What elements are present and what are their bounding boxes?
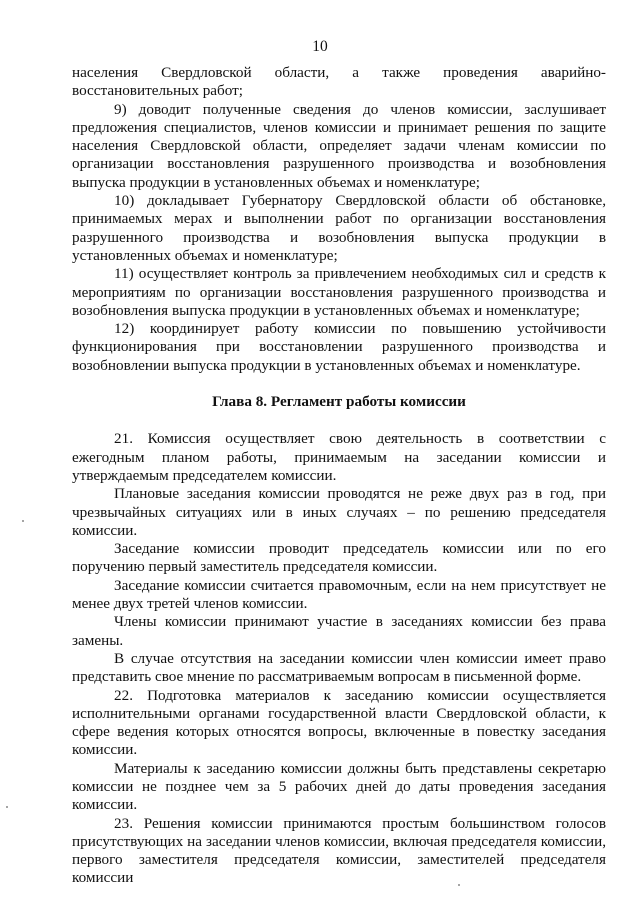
document-body (72, 64, 606, 888)
paragraph-materials-deadline: Материалы к заседанию комиссии должны быть представлены секретарю комиссии не позднее чем за 5 рабочих дней до даты проведения заседания комиссии. (72, 759, 606, 814)
scan-speck (22, 520, 24, 522)
paragraph-meeting-chair: Заседание комиссии проводит председатель комиссии или по его поручению первый заместитель председателя комиссии. (72, 540, 606, 576)
page-number: 10 (312, 38, 328, 55)
scan-speck (458, 884, 460, 886)
paragraph-23: 23. Решения комиссии принимаются простым большинством голосов присутствующих на заседании членов комиссии, включая председателя комиссии, первого заместителя председателя комиссии, заместителей председателя комиссии (72, 814, 606, 887)
chapter-heading: Глава 8. Регламент работы комиссии (212, 393, 466, 411)
paragraph-continuation: населения Свердловской области, а также проведения аварийно-восстановительных работ; (72, 64, 606, 100)
paragraph-planned-meetings: Плановые заседания комиссии проводятся не реже двух раз в год, при чрезвычайных ситуациях или в иных случаях – по решению председателя комиссии. (72, 485, 606, 539)
paragraph-21: 21. Комиссия осуществляет свою деятельность в соответствии с ежегодным планом работы, принимаемым на заседании комиссии и утверждаемым председателем комиссии. (72, 430, 606, 484)
list-item-11: 11) осуществляет контроль за привлечением необходимых сил и средств к мероприятиям по организации восстановления разрушенного производства и возобновления выпуска продукции в установленных объемах и номенклатуре; (72, 265, 606, 319)
paragraph-quorum: Заседание комиссии считается правомочным, если на нем присутствует не менее двух третей членов комиссии. (72, 576, 606, 613)
list-item-12: 12) координирует работу комиссии по повышению устойчивости функционирования при восстановлении разрушенного производства и возобновлении выпуска продукции в установленных объемах и номенклатуре. (72, 320, 606, 374)
scan-speck (6, 806, 8, 808)
list-item-10: 10) докладывает Губернатору Свердловской области об обстановке, принимаемых мерах и выполнении работ по организации восстановления разрушенного производства и возобновления выпуска продукции в установленных объемах и номенклатуре; (72, 192, 606, 264)
list-item-9: 9) доводит полученные сведения до членов комиссии, заслушивает предложения специалистов, членов комиссии и принимает решения по защите населения Свердловской области, определяет задачи членам комиссии по организации восстановления разрушенного производства и возобновления выпуска продукции в установленных объемах и номенклатуре; (72, 100, 606, 191)
paragraph-22: 22. Подготовка материалов к заседанию комиссии осуществляется исполнительными органами государственной власти Свердловской области, к сфере ведения которых относятся вопросы, включенные в повестку заседания комиссии. (72, 686, 606, 759)
paragraph-written-opinion: В случае отсутствия на заседании комиссии член комиссии имеет право представить свое мнение по рассматриваемым вопросам в письменной форме. (72, 649, 606, 686)
paragraph-no-substitution: Члены комиссии принимают участие в заседаниях комиссии без права замены. (72, 613, 606, 649)
